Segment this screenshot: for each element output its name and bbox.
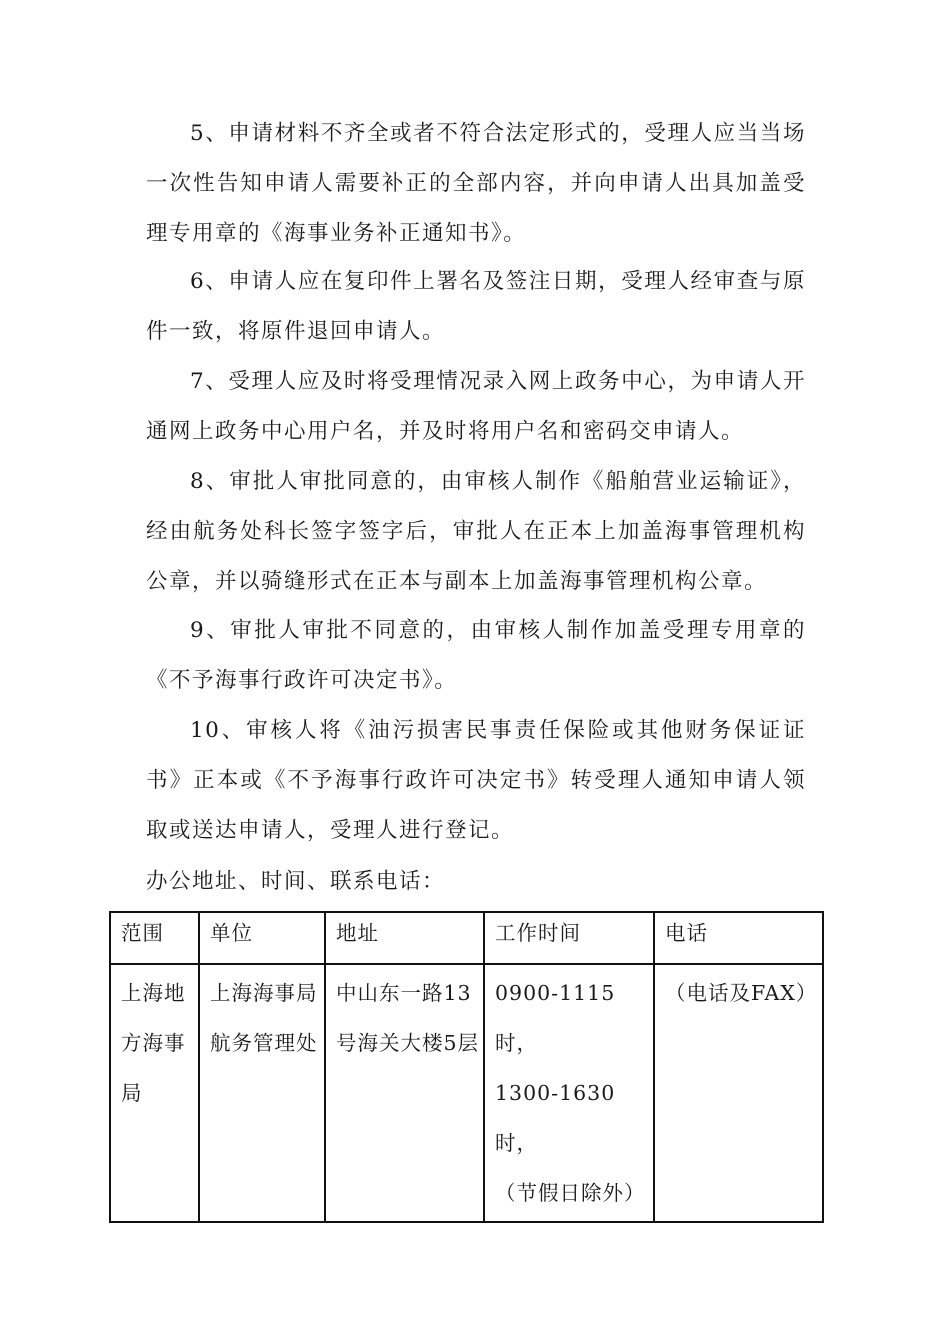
contact-heading: 办公地址、时间、联系电话： — [146, 869, 446, 894]
table-header-row — [110, 912, 823, 964]
cell-scope: 上海地方海事局 — [110, 964, 199, 1222]
paragraph-9: 9、审批人审批不同意的，由审核人制作加盖受理专用章的《不予海事行政许可决定书》。 — [146, 618, 806, 693]
paragraph-5: 5、申请材料不齐全或者不符合法定形式的，受理人应当当场一次性告知申请人需要补正的全部内容，并向申请人出具加盖受理专用章的《海事业务补正通知书》。 — [146, 121, 806, 246]
paragraph-10: 10、审核人将《油污损害民事责任保险或其他财务保证证书》正本或《不予海事行政许可决定书》转受理人通知申请人领取或送达申请人，受理人进行登记。 — [146, 718, 806, 843]
cell-hours — [484, 964, 654, 1222]
header-unit: 单位 — [199, 912, 325, 964]
hours-line-3: （节假日除外） — [495, 1181, 646, 1205]
cell-address: 中山东一路13号海关大楼5层 — [325, 964, 484, 1222]
paragraph-6: 6、申请人应在复印件上署名及签注日期，受理人经审查与原件一致，将原件退回申请人。 — [146, 269, 806, 344]
header-phone: 电话 — [654, 912, 823, 964]
cell-unit: 上海海事局航务管理处 — [199, 964, 325, 1222]
header-scope: 范围 — [110, 912, 199, 964]
cell-phone: （电话及FAX） — [654, 964, 823, 1222]
paragraph-7: 7、受理人应及时将受理情况录入网上政务中心，为申请人开通网上政务中心用户名，并及时将用户名和密码交申请人。 — [146, 369, 806, 444]
header-address: 地址 — [325, 912, 484, 964]
hours-line-1: 0900-1115时， — [495, 981, 616, 1055]
table-row — [110, 964, 823, 1222]
paragraph-8: 8、审批人审批同意的，由审核人制作《船舶营业运输证》，经由航务处科长签字签字后，审批人在正本上加盖海事管理机构公章，并以骑缝形式在正本与副本上加盖海事管理机构公章。 — [146, 469, 806, 594]
header-hours: 工作时间 — [484, 912, 654, 964]
contact-table — [109, 911, 824, 1223]
hours-line-2: 1300-1630时， — [495, 1081, 616, 1155]
